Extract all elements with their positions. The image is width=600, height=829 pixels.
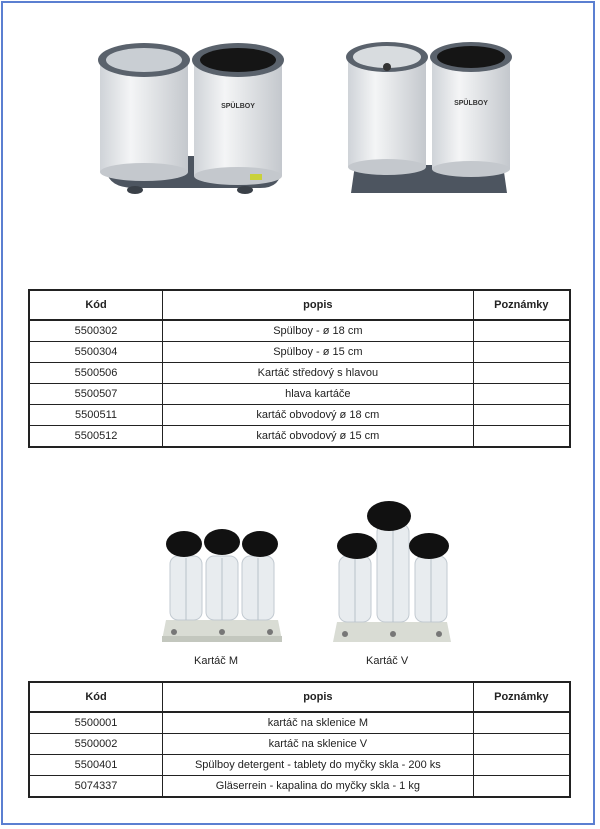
product-code: 5500001	[29, 712, 163, 734]
product-note	[473, 712, 570, 734]
column-header-description: popis	[163, 290, 474, 320]
product-description: Spülboy - ø 18 cm	[163, 320, 474, 342]
spulboy-18-photo	[95, 38, 290, 198]
spulboy-15-photo	[345, 35, 515, 200]
table-header-row	[29, 682, 570, 712]
product-description: kartáč obvodový ø 15 cm	[163, 426, 474, 448]
product-code: 5500507	[29, 384, 163, 405]
table-row	[29, 363, 570, 384]
product-note	[473, 405, 570, 426]
product-note	[473, 320, 570, 342]
table-row	[29, 384, 570, 405]
product-note	[473, 342, 570, 363]
brush-v-photo	[333, 498, 453, 648]
product-note	[473, 755, 570, 776]
table-header-row	[29, 290, 570, 320]
product-description: Spülboy detergent - tablety do myčky skla - 200 ks	[163, 755, 474, 776]
product-code: 5500511	[29, 405, 163, 426]
brush-v-caption: Kartáč V	[366, 655, 409, 667]
table-row	[29, 712, 570, 734]
table-row	[29, 734, 570, 755]
table-row	[29, 426, 570, 448]
brand-logo: SPÜLBOY	[221, 103, 255, 110]
product-code: 5500002	[29, 734, 163, 755]
product-description: kartáč na sklenice V	[163, 734, 474, 755]
column-header-code: Kód	[29, 682, 163, 712]
brand-logo: SPÜLBOY	[454, 100, 488, 107]
product-note	[473, 426, 570, 448]
table-row	[29, 320, 570, 342]
product-description: hlava kartáče	[163, 384, 474, 405]
column-header-code: Kód	[29, 290, 163, 320]
product-description: kartáč na sklenice M	[163, 712, 474, 734]
column-header-notes: Poznámky	[473, 290, 570, 320]
product-description: Kartáč středový s hlavou	[163, 363, 474, 384]
table-row	[29, 405, 570, 426]
product-code: 5500506	[29, 363, 163, 384]
product-code: 5074337	[29, 776, 163, 798]
products-bottom-table	[28, 681, 571, 798]
product-note	[473, 363, 570, 384]
product-note	[473, 384, 570, 405]
product-code: 5500401	[29, 755, 163, 776]
product-note	[473, 776, 570, 798]
product-description: Spülboy - ø 15 cm	[163, 342, 474, 363]
product-code: 5500304	[29, 342, 163, 363]
table-row	[29, 776, 570, 798]
product-note	[473, 734, 570, 755]
table-row	[29, 755, 570, 776]
column-header-notes: Poznámky	[473, 682, 570, 712]
products-top-table	[28, 289, 571, 448]
brush-m-caption: Kartáč M	[194, 655, 239, 667]
product-description: kartáč obvodový ø 18 cm	[163, 405, 474, 426]
product-code: 5500302	[29, 320, 163, 342]
brush-m-photo	[162, 528, 284, 646]
product-code: 5500512	[29, 426, 163, 448]
column-header-description: popis	[163, 682, 474, 712]
product-description: Gläserrein - kapalina do myčky skla - 1 kg	[163, 776, 474, 798]
table-row	[29, 342, 570, 363]
